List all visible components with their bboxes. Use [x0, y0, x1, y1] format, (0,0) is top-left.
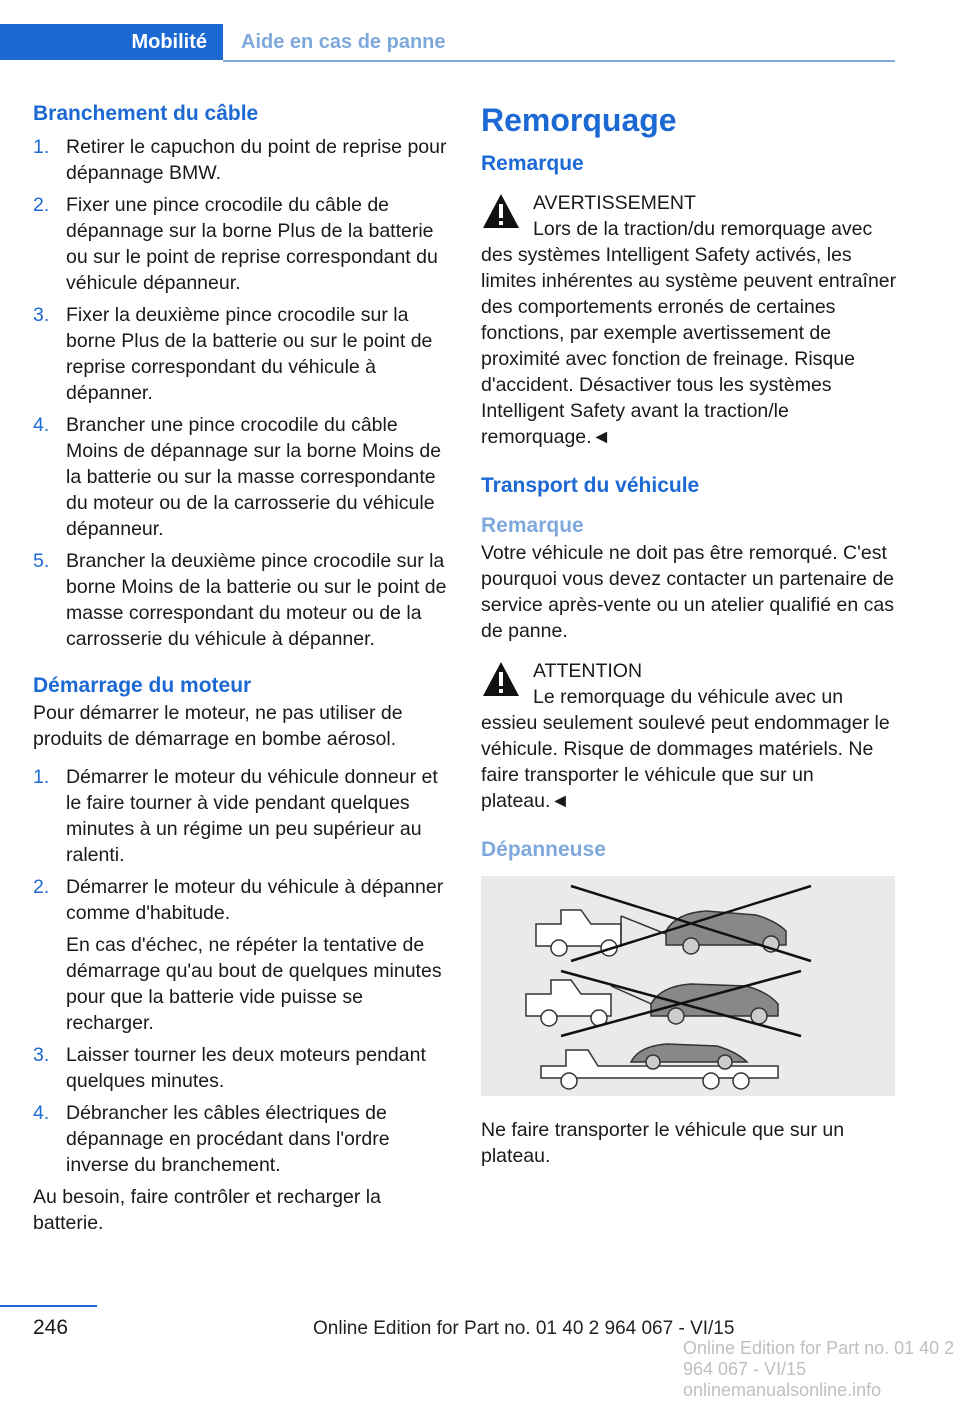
- attention-title: ATTENTION: [533, 660, 643, 682]
- step-text: Laisser tourner les deux moteurs pendant quelques minutes.: [66, 1044, 426, 1092]
- transport-heading: Transport du véhicule: [481, 474, 700, 497]
- remark2-heading: Remarque: [481, 514, 584, 537]
- step-number: 4.: [33, 414, 50, 436]
- step-number: 3.: [33, 304, 50, 326]
- transport-text: Votre véhicule ne doit pas être remorqué. C'est pourquoi vous devez contacter un partenaire de service après-vente ou un atelier qualifié en cas de panne.: [481, 542, 895, 642]
- step-text: Brancher une pince crocodile du câble Moins de dépannage sur la borne Moins de la batterie ou sur la masse correspondante du moteur ou de la carrosserie du véhicule dépanneur.: [66, 414, 442, 540]
- step-text: Débrancher les câbles électriques de dépannage en procédant dans l'ordre inverse du branchement.: [66, 1102, 390, 1176]
- list-item: [33, 874, 449, 1036]
- header-rule: [223, 60, 895, 62]
- warning-text: Lors de la traction/du remorquage avec des systèmes Intelligent Safety activés, les limites inhérentes au système peuvent entraîner des comportements erronés de certaines fonctions, par exemple avertissement de proximité avec fonction de freinage. Risque d'accident. Désactiver tous les systèmes Intelligent Safety avant la traction/le remorquage.◄: [481, 218, 897, 448]
- step-text: Démarrer le moteur du véhicule à dépanner comme d'habitude.: [66, 876, 444, 924]
- cable-heading: Branchement du câble: [33, 102, 259, 125]
- remark-heading: Remarque: [481, 152, 584, 175]
- tow-caption: Ne faire transporter le véhicule que sur un plateau.: [481, 1119, 845, 1167]
- step-text: Retirer le capuchon du point de reprise pour dépannage BMW.: [66, 136, 447, 184]
- tow-truck-illustration: [481, 876, 895, 1096]
- attention-text: Le remorquage du véhicule avec un essieu seulement soulevé peut endommager le véhicule. Risque de dommages matériels. Ne faire transporter le véhicule que sur un plateau.◄: [481, 686, 890, 812]
- subsection-tab: Aide en cas de panne: [241, 30, 446, 53]
- cable-steps: [33, 134, 449, 652]
- warning-title: AVERTISSEMENT: [533, 192, 696, 214]
- step-text: Brancher la deuxième pince crocodile sur la borne Moins de la batterie ou sur le point de masse correspondant du moteur ou de la carrosserie du véhicule à dépanner.: [66, 550, 447, 650]
- start-intro: Pour démarrer le moteur, ne pas utiliser de produits de démarrage en bombe aérosol.: [33, 702, 403, 750]
- page-header: [0, 24, 895, 62]
- list-item: [33, 412, 449, 542]
- list-item: [33, 548, 449, 652]
- step-note: En cas d'échec, ne répéter la tentative de démarrage qu'au bout de quelques minutes pour que la batterie vide puisse se recharger.: [66, 934, 442, 1034]
- page-number-rule: [0, 1305, 97, 1307]
- start-steps: [33, 764, 449, 1178]
- step-text: Fixer la deuxième pince crocodile sur la borne Plus de la batterie ou sur le point de reprise correspondant du véhicule à dépanner.: [66, 304, 433, 404]
- list-item: [33, 134, 449, 186]
- warning-icon: [481, 192, 521, 232]
- list-item: [33, 1042, 449, 1094]
- page-number: 246: [33, 1316, 69, 1339]
- right-column: [481, 100, 897, 1169]
- step-number: 3.: [33, 1044, 50, 1066]
- watermark: Online Edition for Part no. 01 40 2 964 067 - VI/15 onlinemanualsonline.info: [683, 1338, 955, 1400]
- attention-block: [481, 658, 897, 814]
- start-heading: Démarrage du moteur: [33, 674, 252, 697]
- step-text: Fixer une pince crocodile du câble de dépannage sur la borne Plus de la batterie ou sur le point de reprise correspondant du véhicule dépanneur.: [66, 194, 438, 294]
- left-column: [33, 100, 449, 1236]
- step-number: 1.: [33, 766, 50, 788]
- edition-footer: Online Edition for Part no. 01 40 2 964 067 - VI/15: [313, 1318, 735, 1339]
- warning-icon: [481, 660, 521, 700]
- page-title: Remorquage: [481, 102, 677, 138]
- list-item: [33, 1100, 449, 1178]
- warning-block: [481, 190, 897, 450]
- list-item: [33, 192, 449, 296]
- step-number: 5.: [33, 550, 50, 572]
- step-number: 4.: [33, 1102, 50, 1124]
- step-number: 1.: [33, 136, 50, 158]
- list-item: [33, 764, 449, 868]
- tow-heading: Dépanneuse: [481, 838, 606, 861]
- step-number: 2.: [33, 876, 50, 898]
- start-outro: Au besoin, faire contrôler et recharger la batterie.: [33, 1186, 381, 1234]
- step-number: 2.: [33, 194, 50, 216]
- list-item: [33, 302, 449, 406]
- step-text: Démarrer le moteur du véhicule donneur et le faire tourner à vide pendant quelques minutes à un régime un peu supérieur au ralenti.: [66, 766, 438, 866]
- section-tab: Mobilité: [0, 24, 223, 60]
